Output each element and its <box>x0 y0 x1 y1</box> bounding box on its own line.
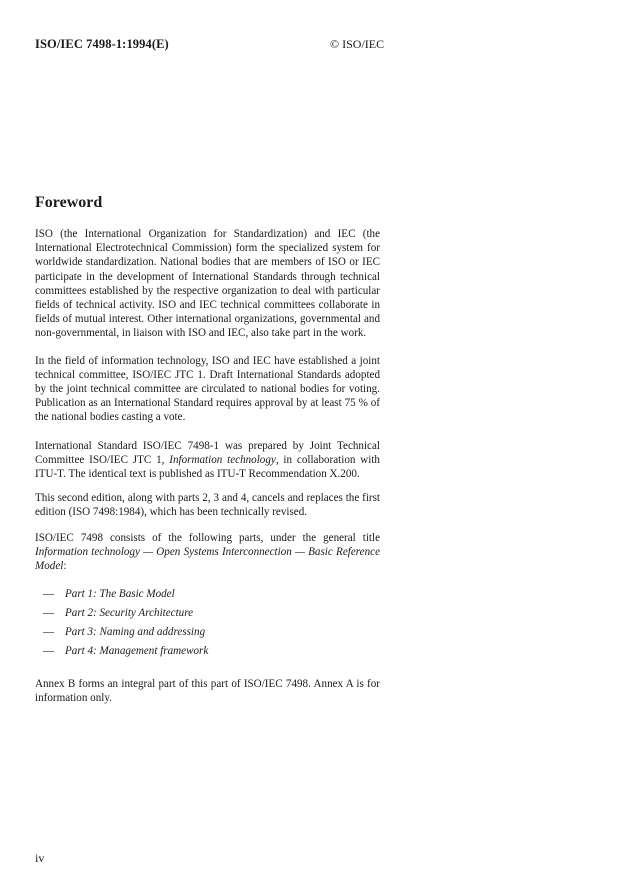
list-item <box>35 644 380 663</box>
page-title: Foreword <box>35 194 103 211</box>
dash-bullet: — <box>43 588 55 601</box>
paragraph-edition: This second edition, along with parts 2, 3 and 4, cancels and replaces the first edition (ISO 7498:1984), which has been technically revised. <box>35 492 380 519</box>
paragraph-jtc1: In the field of information technology, ISO and IEC have established a joint technical committee, ISO/IEC JTC 1. Draft International Standards adopted by the joint technical committee are circulated to national bodies for voting. Publication as an International Standard requires approval by at least 75 % of the national bodies casting a vote. <box>35 354 380 424</box>
copyright-notice: © ISO/IEC <box>330 37 385 51</box>
parts-intro-colon: : <box>63 560 67 573</box>
preparation-text-start: International Standard ISO/IEC 7498-1 was prepared by Joint Technical Committee ISO/IEC JTC 1, <box>35 439 380 466</box>
dash-bullet: — <box>43 626 55 639</box>
list-item <box>35 606 380 625</box>
standard-id: ISO/IEC 7498-1:1994(E) <box>35 37 169 51</box>
part-label: Part 2: Security Architecture <box>65 607 194 620</box>
part-label: Part 4: Management framework <box>65 645 209 658</box>
dash-bullet: — <box>43 607 55 620</box>
parts-list <box>35 587 380 663</box>
paragraph-organizations: ISO (the International Organization for Standardization) and IEC (the International Electrotechnical Commission) form the specialized system for worldwide standardization. National bodies that are members of ISO or IEC participate in the development of International Standards through technical committees established by the respective organization to deal with particular fields of technical activity. ISO and IEC technical committees collaborate in fields of mutual interest. Other international organizations, governmental and non-governmental, in liaison with ISO and IEC, also take part in the work. <box>35 228 380 340</box>
paragraph-preparation <box>35 439 380 482</box>
part-label: Part 1: The Basic Model <box>65 588 175 601</box>
parts-intro-text: ISO/IEC 7498 consists of the following parts, under the general title <box>35 531 380 544</box>
foreword-body <box>35 227 380 716</box>
paragraph-parts-intro <box>35 531 380 574</box>
dash-bullet: — <box>43 645 55 658</box>
page-number: iv <box>35 851 45 865</box>
preparation-text-end: , in collaboration with ITU-T. The identical text is published as ITU-T Recommendation X.200. <box>35 453 380 481</box>
paragraph-annexes: Annex B forms an integral part of this part of ISO/IEC 7498. Annex A is for information only. <box>35 678 380 705</box>
list-item <box>35 587 380 606</box>
list-item <box>35 625 380 644</box>
parts-general-title: Information technology — Open Systems Interconnection — Basic Reference Model <box>35 545 380 573</box>
preparation-committee-title: Information technology <box>169 453 276 466</box>
part-label: Part 3: Naming and addressing <box>65 626 206 639</box>
